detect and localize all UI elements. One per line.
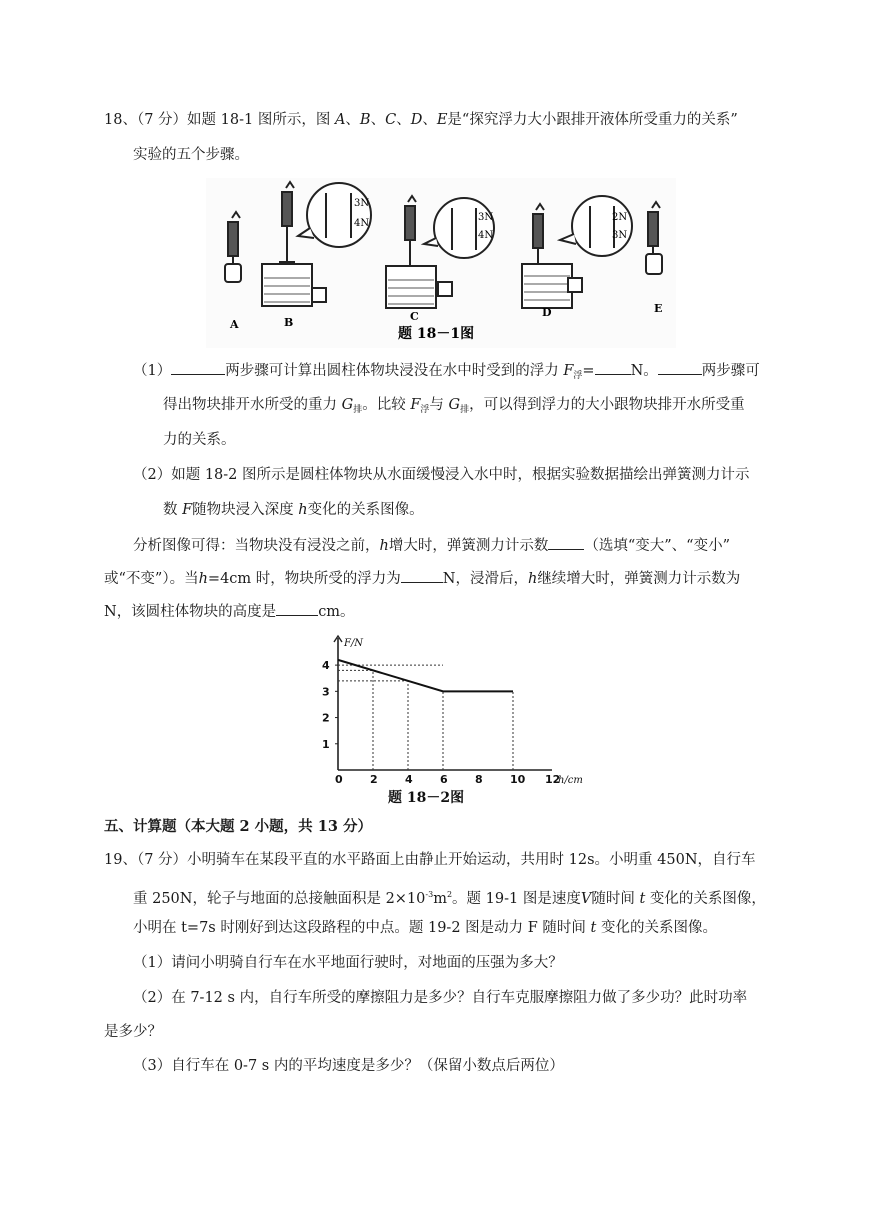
q19-sub1: （1）请问小明骑自行车在水平地面行驶时，对地面的压强为多大？ bbox=[133, 955, 563, 971]
part1-equals: = bbox=[582, 363, 595, 379]
answer-blank-6[interactable] bbox=[276, 601, 318, 616]
analysis-line2: 或“不变”）。当h=4cm 时，物块所受的浮力为 N，浸滑后，h继续增大时，弹簧测力计示数为 bbox=[104, 568, 740, 589]
q19-sub3: （3）自行车在 0-7 s 内的平均速度是多少？（保留小数点后两位） bbox=[133, 1058, 564, 1074]
analysis-line3: N，该圆柱体物块的高度是 cm。 bbox=[104, 601, 355, 622]
part1-text-a: 两步骤可计算出圆柱体物块浸没在水中时受到的浮力 bbox=[225, 363, 559, 379]
q18-stem-pre: 18、（7 分）如题 18-1 图所示，图 bbox=[104, 112, 331, 128]
answer-blank-2[interactable] bbox=[595, 360, 631, 375]
scale-b-3n: 3N bbox=[354, 198, 370, 209]
scale-d-3n: 3N bbox=[612, 230, 628, 241]
figure-18-1-caption: 题 18－1图 bbox=[398, 326, 475, 342]
fig-label-e: E bbox=[654, 302, 663, 315]
q19-line1: 19、（7 分）小明骑车在某段平直的水平路面上由静止开始运动，共用时 12s。小明重 450N，自行车 bbox=[104, 852, 756, 868]
fig-label-d: D bbox=[542, 306, 552, 319]
fig-label-a: A bbox=[230, 318, 239, 331]
step-label-c: C bbox=[385, 112, 397, 128]
scale-b-4n: 4N bbox=[354, 218, 370, 229]
q19-sub2-line2: 是多少？ bbox=[104, 1024, 162, 1040]
figure-18-1 bbox=[206, 178, 676, 348]
x-tick-label: 2 bbox=[370, 773, 378, 786]
q18-part1-line2: 得出物块排开水所受的重力 $G_排$。比较 $F_浮$与 $G_排$，可以得到浮力的大小跟物块排开水所受重 bbox=[163, 397, 745, 415]
x-tick-label: 12 bbox=[545, 773, 561, 786]
figure-18-2 bbox=[310, 632, 583, 808]
fig-label-c: C bbox=[410, 310, 419, 323]
part1-text-b: 两步骤可 bbox=[701, 363, 760, 379]
section-5-heading: 五、计算题（本大题 2 小题，共 13 分） bbox=[104, 818, 372, 835]
answer-blank-5[interactable] bbox=[401, 568, 443, 583]
answer-blank-3[interactable] bbox=[658, 360, 702, 375]
part1-number: （1） bbox=[133, 363, 172, 379]
x-tick-label: 4 bbox=[405, 773, 413, 786]
symbol-f-float: F bbox=[563, 363, 574, 379]
q19-line2: 重 250N，轮子与地面的总接触面积是 $2\times 10^{-3}m^2$。题 19-1 图是速度V随时间 t 变化的关系图像， bbox=[133, 890, 766, 907]
q18-stem-post: 是“探究浮力大小跟排开液体所受重力的关系” bbox=[447, 112, 738, 128]
y-axis-label: F/N bbox=[344, 638, 364, 649]
symbol-f-float-sub: 浮 bbox=[573, 371, 583, 381]
analysis-line1: 分析图像可得：当物块没有浸没之前，h增大时，弹簧测力计示数 （选填“变大”、“变小” bbox=[133, 535, 730, 556]
scale-c-4n: 4N bbox=[478, 230, 494, 241]
figure-18-2-caption: 题 18－2图 bbox=[388, 790, 465, 806]
q18-part2-line2: 数 F随物块浸入深度 h变化的关系图像。 bbox=[163, 502, 424, 518]
step-label-a: A bbox=[334, 112, 346, 128]
q18-stem-line2: 实验的五个步骤。 bbox=[133, 147, 249, 163]
symbol-g-displaced: G bbox=[341, 397, 354, 413]
scale-c-3n: 3N bbox=[478, 212, 494, 223]
part1-unit: N。 bbox=[630, 363, 658, 379]
q19-sub2-line1: （2）在 7-12 s 内，自行车所受的摩擦阻力是多少？自行车克服摩擦阻力做了多少功？此时功率 bbox=[133, 990, 748, 1006]
step-label-d: D bbox=[410, 112, 423, 128]
answer-blank-1[interactable] bbox=[171, 360, 225, 375]
y-tick-label: 2 bbox=[322, 711, 330, 725]
q18-part1-line3: 力的关系。 bbox=[163, 432, 236, 448]
y-tick-label: 3 bbox=[322, 685, 330, 699]
step-label-b: B bbox=[359, 112, 371, 128]
q19-line3: 小明在 t=7s 时刚好到达这段路程的中点。题 19-2 图是动力 F 随时间 t 变化的关系图像。 bbox=[133, 920, 717, 936]
y-tick-label: 4 bbox=[322, 659, 330, 673]
x-tick-label: 10 bbox=[510, 773, 526, 786]
q18-part1-line1 bbox=[133, 360, 760, 386]
force-depth-chart bbox=[310, 632, 583, 808]
fig-label-b: B bbox=[284, 316, 294, 329]
series-line bbox=[338, 660, 513, 691]
step-a-drawing bbox=[225, 212, 241, 282]
answer-blank-4[interactable] bbox=[548, 535, 584, 550]
scale-d-2n: 2N bbox=[612, 212, 628, 223]
figure-18-1-drawing bbox=[206, 178, 676, 348]
x-axis-label: h/cm bbox=[558, 775, 583, 786]
x-tick-label: 6 bbox=[440, 773, 448, 786]
step-label-e: E bbox=[436, 112, 448, 128]
q18-part2-line1: （2）如题 18-2 图所示是圆柱体物块从水面缓慢浸入水中时，根据实验数据描绘出弹簧测力计示 bbox=[133, 467, 750, 483]
x-tick-label: 8 bbox=[475, 773, 483, 786]
y-tick-label: 1 bbox=[322, 737, 330, 751]
x-tick-label: 0 bbox=[335, 773, 343, 786]
q18-stem-line1: 18、（7 分）如题 18-1 图所示，图 A、B、C、D、E是“探究浮力大小跟排开液体所受重力的关系” bbox=[104, 112, 738, 128]
